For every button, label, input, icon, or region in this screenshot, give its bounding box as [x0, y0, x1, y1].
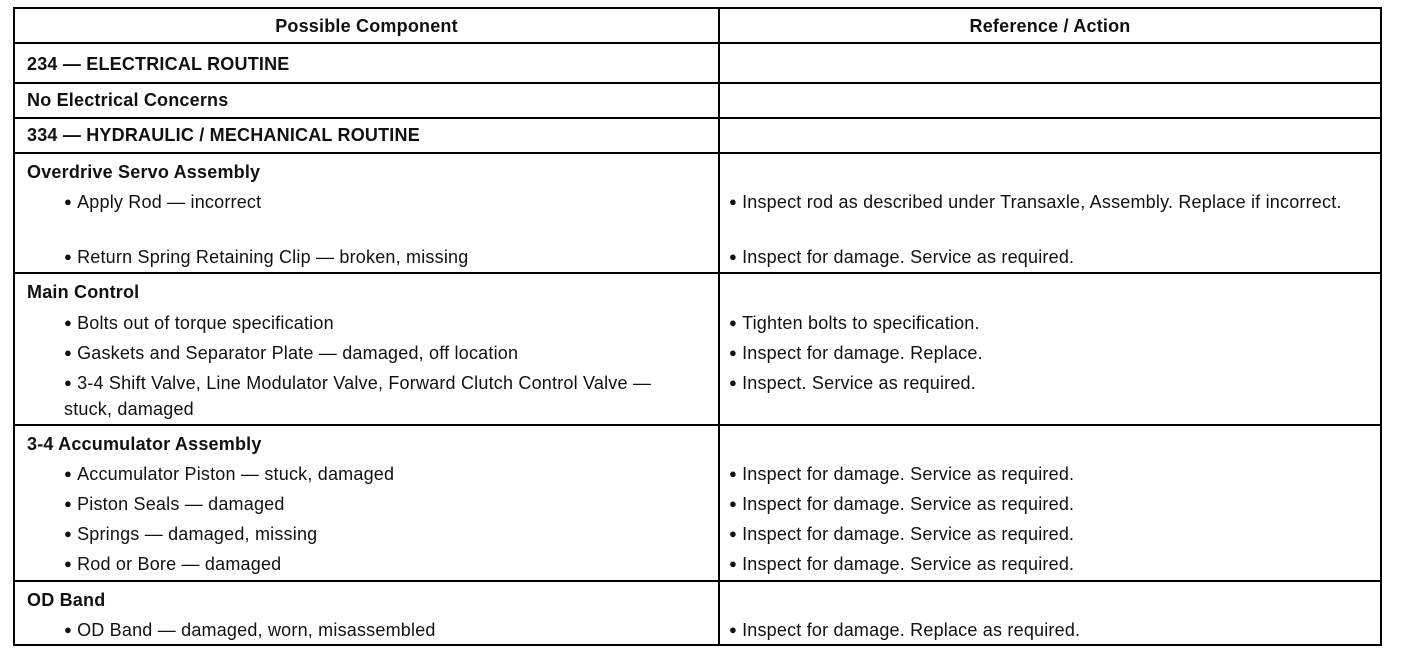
- component-item: ● Accumulator Piston — stuck, damaged: [64, 462, 394, 488]
- row-divider: [13, 424, 1382, 426]
- column-divider: [718, 7, 720, 646]
- column-header-reference: Reference / Action: [969, 16, 1131, 36]
- routine-heading-electrical: 234 — ELECTRICAL ROUTINE: [27, 54, 290, 74]
- group-title: OD Band: [27, 590, 106, 610]
- action-item: ● Inspect for damage. Service as required.: [729, 245, 1074, 271]
- action-item: ● Inspect. Service as required.: [729, 371, 976, 397]
- action-item: ● Inspect for damage. Replace.: [729, 341, 983, 367]
- action-item: ● Inspect for damage. Replace as required.: [729, 618, 1080, 644]
- row-divider: [13, 152, 1382, 154]
- row-no-concerns: No Electrical Concerns: [27, 90, 229, 110]
- routine-heading-hydraulic: 334 — HYDRAULIC / MECHANICAL ROUTINE: [27, 125, 420, 145]
- component-item: ● Gaskets and Separator Plate — damaged, off location: [64, 341, 518, 367]
- component-item: ● Apply Rod — incorrect: [64, 190, 261, 216]
- action-item: ● Inspect for damage. Service as required.: [729, 552, 1074, 578]
- component-item: ● 3-4 Shift Valve, Line Modulator Valve, Forward Clutch Control Valve — stuck, damaged: [64, 371, 694, 421]
- group-title: Main Control: [27, 282, 140, 302]
- action-item: ● Inspect for damage. Service as required.: [729, 492, 1074, 518]
- component-item: ● Return Spring Retaining Clip — broken, missing: [64, 245, 468, 271]
- action-item: ● Inspect for damage. Service as required.: [729, 462, 1074, 488]
- component-item: ● Springs — damaged, missing: [64, 522, 317, 548]
- group-title: 3-4 Accumulator Assembly: [27, 434, 262, 454]
- row-divider: [13, 117, 1382, 119]
- component-item: ● OD Band — damaged, worn, misassembled: [64, 618, 436, 644]
- component-item: ● Rod or Bore — damaged: [64, 552, 281, 578]
- row-divider: [13, 272, 1382, 274]
- component-item: ● Bolts out of torque specification: [64, 311, 334, 337]
- group-title: Overdrive Servo Assembly: [27, 162, 261, 182]
- row-divider: [13, 42, 1382, 44]
- action-item: ● Tighten bolts to specification.: [729, 311, 980, 337]
- action-item: ● Inspect rod as described under Transaxle, Assembly. Replace if incorrect.: [729, 190, 1369, 216]
- row-divider: [13, 580, 1382, 582]
- column-header-component: Possible Component: [275, 16, 458, 36]
- action-item: ● Inspect for damage. Service as required.: [729, 522, 1074, 548]
- row-divider: [13, 82, 1382, 84]
- component-item: ● Piston Seals — damaged: [64, 492, 285, 518]
